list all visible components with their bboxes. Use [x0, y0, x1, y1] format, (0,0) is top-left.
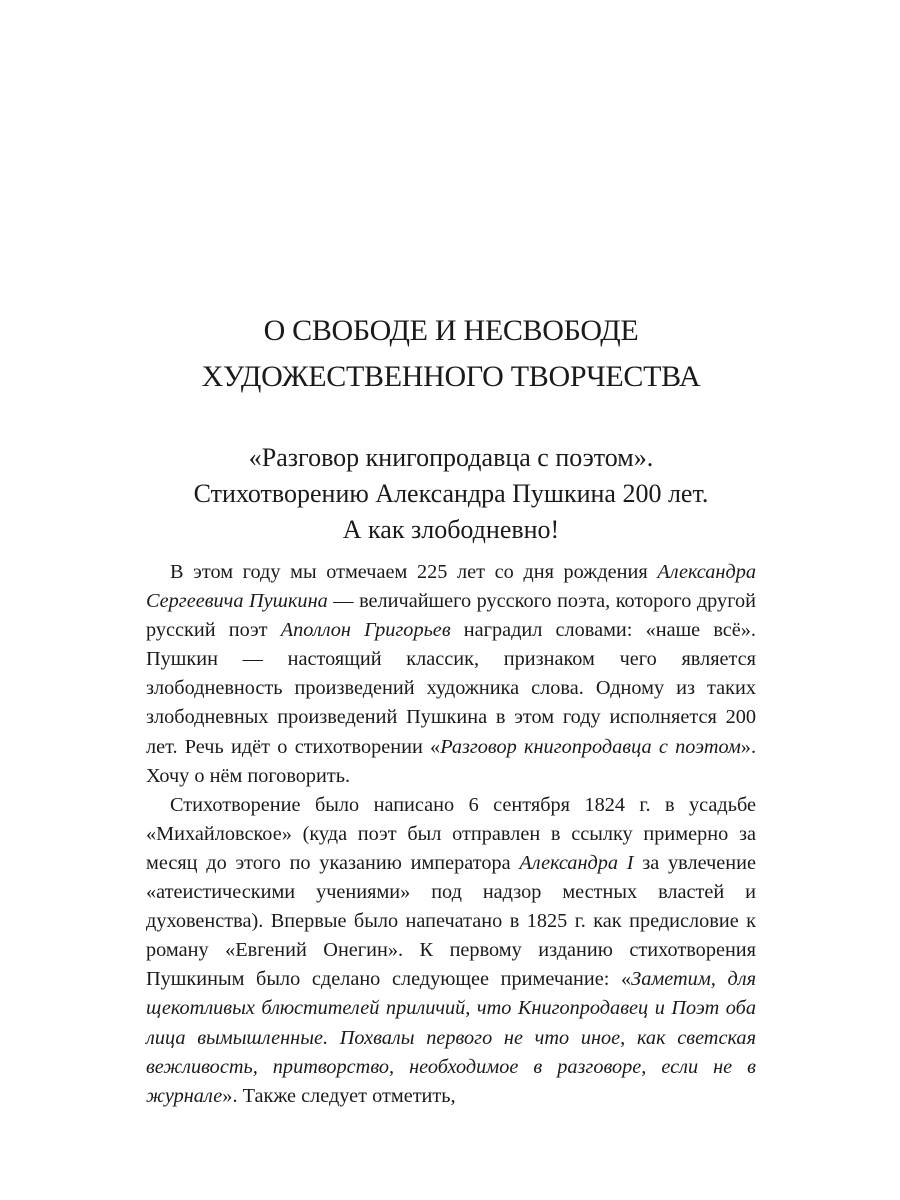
paragraph-1-segment: В этом году мы отмечаем 225 лет со дня рождения: [170, 561, 658, 583]
section-subtitle-line-2: Стихотворению Александра Пушкина 200 лет.: [193, 479, 709, 508]
paragraph-2-segment: Стихотворение было написано 6 сентября 1824 г. в усадьбе «Михайловское» (куда поэт был отправлен в ссылку примерно за месяц до этого по указанию императора: [146, 793, 756, 874]
chapter-title: [126, 308, 776, 400]
chapter-title-line-1: О СВОБОДЕ И НЕСВОБОДЕ: [263, 314, 639, 347]
paragraph-1: [146, 558, 756, 791]
paragraph-2-segment-italic: Александра I: [519, 851, 634, 874]
paragraph-1-segment-italic: Александра Сергеевича Пушкина: [146, 561, 756, 613]
paragraph-1-segment-italic: Аполлон Григорьев: [280, 619, 451, 642]
paragraph-2-segment: ». Также следует отметить,: [222, 1084, 456, 1107]
section-subtitle-line-3: А как злободневно!: [342, 515, 560, 544]
paragraph-1-segment: — величайшего русского поэта, которого другой русский поэт: [146, 590, 757, 642]
chapter-title-line-2: ХУДОЖЕСТВЕННОГО ТВОРЧЕСТВА: [201, 360, 701, 393]
paragraph-2-segment: за увлечение «атеистическими учениями» под надзор местных властей и духовенства). Впервые было напечатано в 1825 г. как предисловие к роману «Евгений Онегин». К первому изданию стихотворения Пушкиным было сделано следующее примечание: «: [146, 851, 757, 991]
paragraph-2: [146, 791, 756, 1111]
section-subtitle: [126, 440, 776, 548]
body-text: [146, 558, 756, 1111]
paragraph-1-segment: наградил словами: «наше всё». Пушкин — настоящий классик, признаком чего является злободневность произведений художника слова. Одному из таких злободневных произведений Пушкина в этом году исполняется 200 лет. Речь идёт о стихотворении «: [146, 619, 757, 758]
book-page: [146, 0, 756, 1200]
paragraph-1-segment-italic: Разговор книгопродавца с поэтом: [440, 735, 741, 758]
section-subtitle-line-1: «Разговор книгопродавца с поэтом».: [248, 443, 654, 472]
paragraph-1-segment: ». Хочу о нём поговорить.: [146, 735, 757, 787]
paragraph-2-segment-italic: Заметим, для щекотливых блюстителей приличий, что Книгопродавец и Поэт оба лица вымышленные. Похвалы первого не что иное, как светская вежливость, притворство, необходимое в разговоре, если не в журнале: [146, 968, 756, 1107]
